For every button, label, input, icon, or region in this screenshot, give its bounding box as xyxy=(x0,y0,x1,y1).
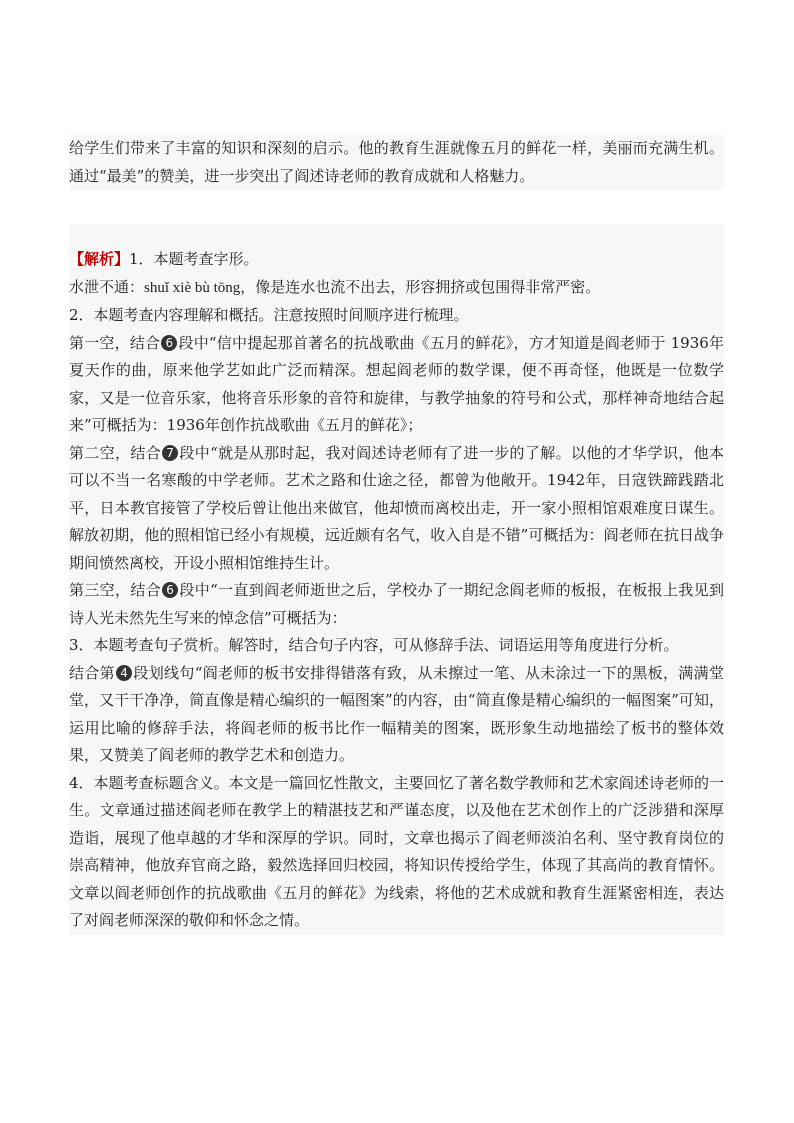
q2-title: 2．本题考查内容理解和概括。注意按照时间顺序进行梳理。 xyxy=(69,306,469,324)
q1-title: 1．本题考查字形。 xyxy=(129,250,259,268)
q3-title: 3．本题考查句子赏析。解答时，结合句子内容，可从修辞手法、词语运用等角度进行分析。 xyxy=(69,636,679,654)
document-page xyxy=(69,135,724,935)
circled-number-icon: 4 xyxy=(116,665,132,681)
analysis-block xyxy=(69,224,724,935)
analysis-label: 【解析】 xyxy=(69,250,130,268)
q2-blank-2: 第二空，结合 7 段中“就是从那时起，我对阎述诗老师有了进一步的了解。以他的才华学识，他本可以不当一名寒酸的中学老师。艺术之路和仕途之径，都曾为他敞开。1942年，日寇铁蹄践踏北平，日本教官接管了学校后曾让他出来做官，他却愤而离校出走，开一家小照相馆艰难度日谋生。解放初期，他的照相馆已经小有规模，远近颇有名气，收入自是不错”可概括为：阎老师在抗日战争期间愤然离校，开设小照相馆维持生计。 xyxy=(69,443,724,572)
circled-number-icon: 7 xyxy=(162,445,178,461)
q3-answer: 结合第 4 段划线句“阎老师的板书安排得错落有致，从未擦过一笔、从未涂过一下的黑板，满满堂堂，又干干净净，简直像是精心编织的一幅图案”的内容，由“简直像是精心编织的一幅图案”可知，运用比喻的修辞手法，将阎老师的板书比作一幅精美的图案，既形象生动地描绘了板书的整体效果，又赞美了阎老师的教学艺术和创造力。 xyxy=(69,663,724,764)
intro-block xyxy=(69,135,724,190)
q1-answer: 水泄不通：shuǐ xiè bù tōng，像是连水也流不出去，形容拥挤或包围得非常严密。 xyxy=(69,277,601,296)
circled-number-icon: 6 xyxy=(161,335,177,351)
q2-blank-1: 第一空，结合 6 段中“信中提起那首著名的抗战歌曲《五月的鲜花》，方才知道是阎老师于 1936年夏天作的曲，原来他学艺如此广泛而精深。想起阎老师的数学课，便不再奇怪，他既是一位数学家，又是一位音乐家，他将音乐形象的音符和旋律，与教学抽象的符号和公式，那样神奇地结合起来”可概括为：1936年创作抗战歌曲《五月的鲜花》； xyxy=(69,333,724,434)
analysis-heading xyxy=(69,246,724,274)
q4-answer: 4．本题考查标题含义。本文是一篇回忆性散文，主要回忆了著名数学教师和艺术家阎述诗老师的一生。文章通过描述阎老师在教学上的精湛技艺和严谨态度，以及他在艺术创作上的广泛涉猎和深厚造诣，展现了他卓越的才华和深厚的学识。同时，文章也揭示了阎老师淡泊名利、坚守教育岗位的崇高精神，他放弃官商之路，毅然选择回归校园，将知识传授给学生，体现了其高尚的教育情怀。文章以阎老师创作的抗战歌曲《五月的鲜花》为线索，将他的艺术成就和教育生涯紧密相连，表达了对阎老师深深的敬仰和怀念之情。 xyxy=(69,773,724,929)
circled-number-icon: 6 xyxy=(162,582,178,598)
intro-paragraph: 给学生们带来了丰富的知识和深刻的启示。他的教育生涯就像五月的鲜花一样，美丽而充满生机。通过“最美”的赞美，进一步突出了阎述诗老师的教育成就和人格魅力。 xyxy=(69,139,724,185)
q2-blank-3: 第三空，结合 6 段中“一直到阎老师逝世之后，学校办了一期纪念阎老师的板报，在板报上我见到诗人光未然先生写来的悼念信”可概括为： xyxy=(69,581,724,627)
section-gap xyxy=(69,190,724,224)
q1-pinyin: shuǐ xiè bù tōng xyxy=(144,279,241,296)
